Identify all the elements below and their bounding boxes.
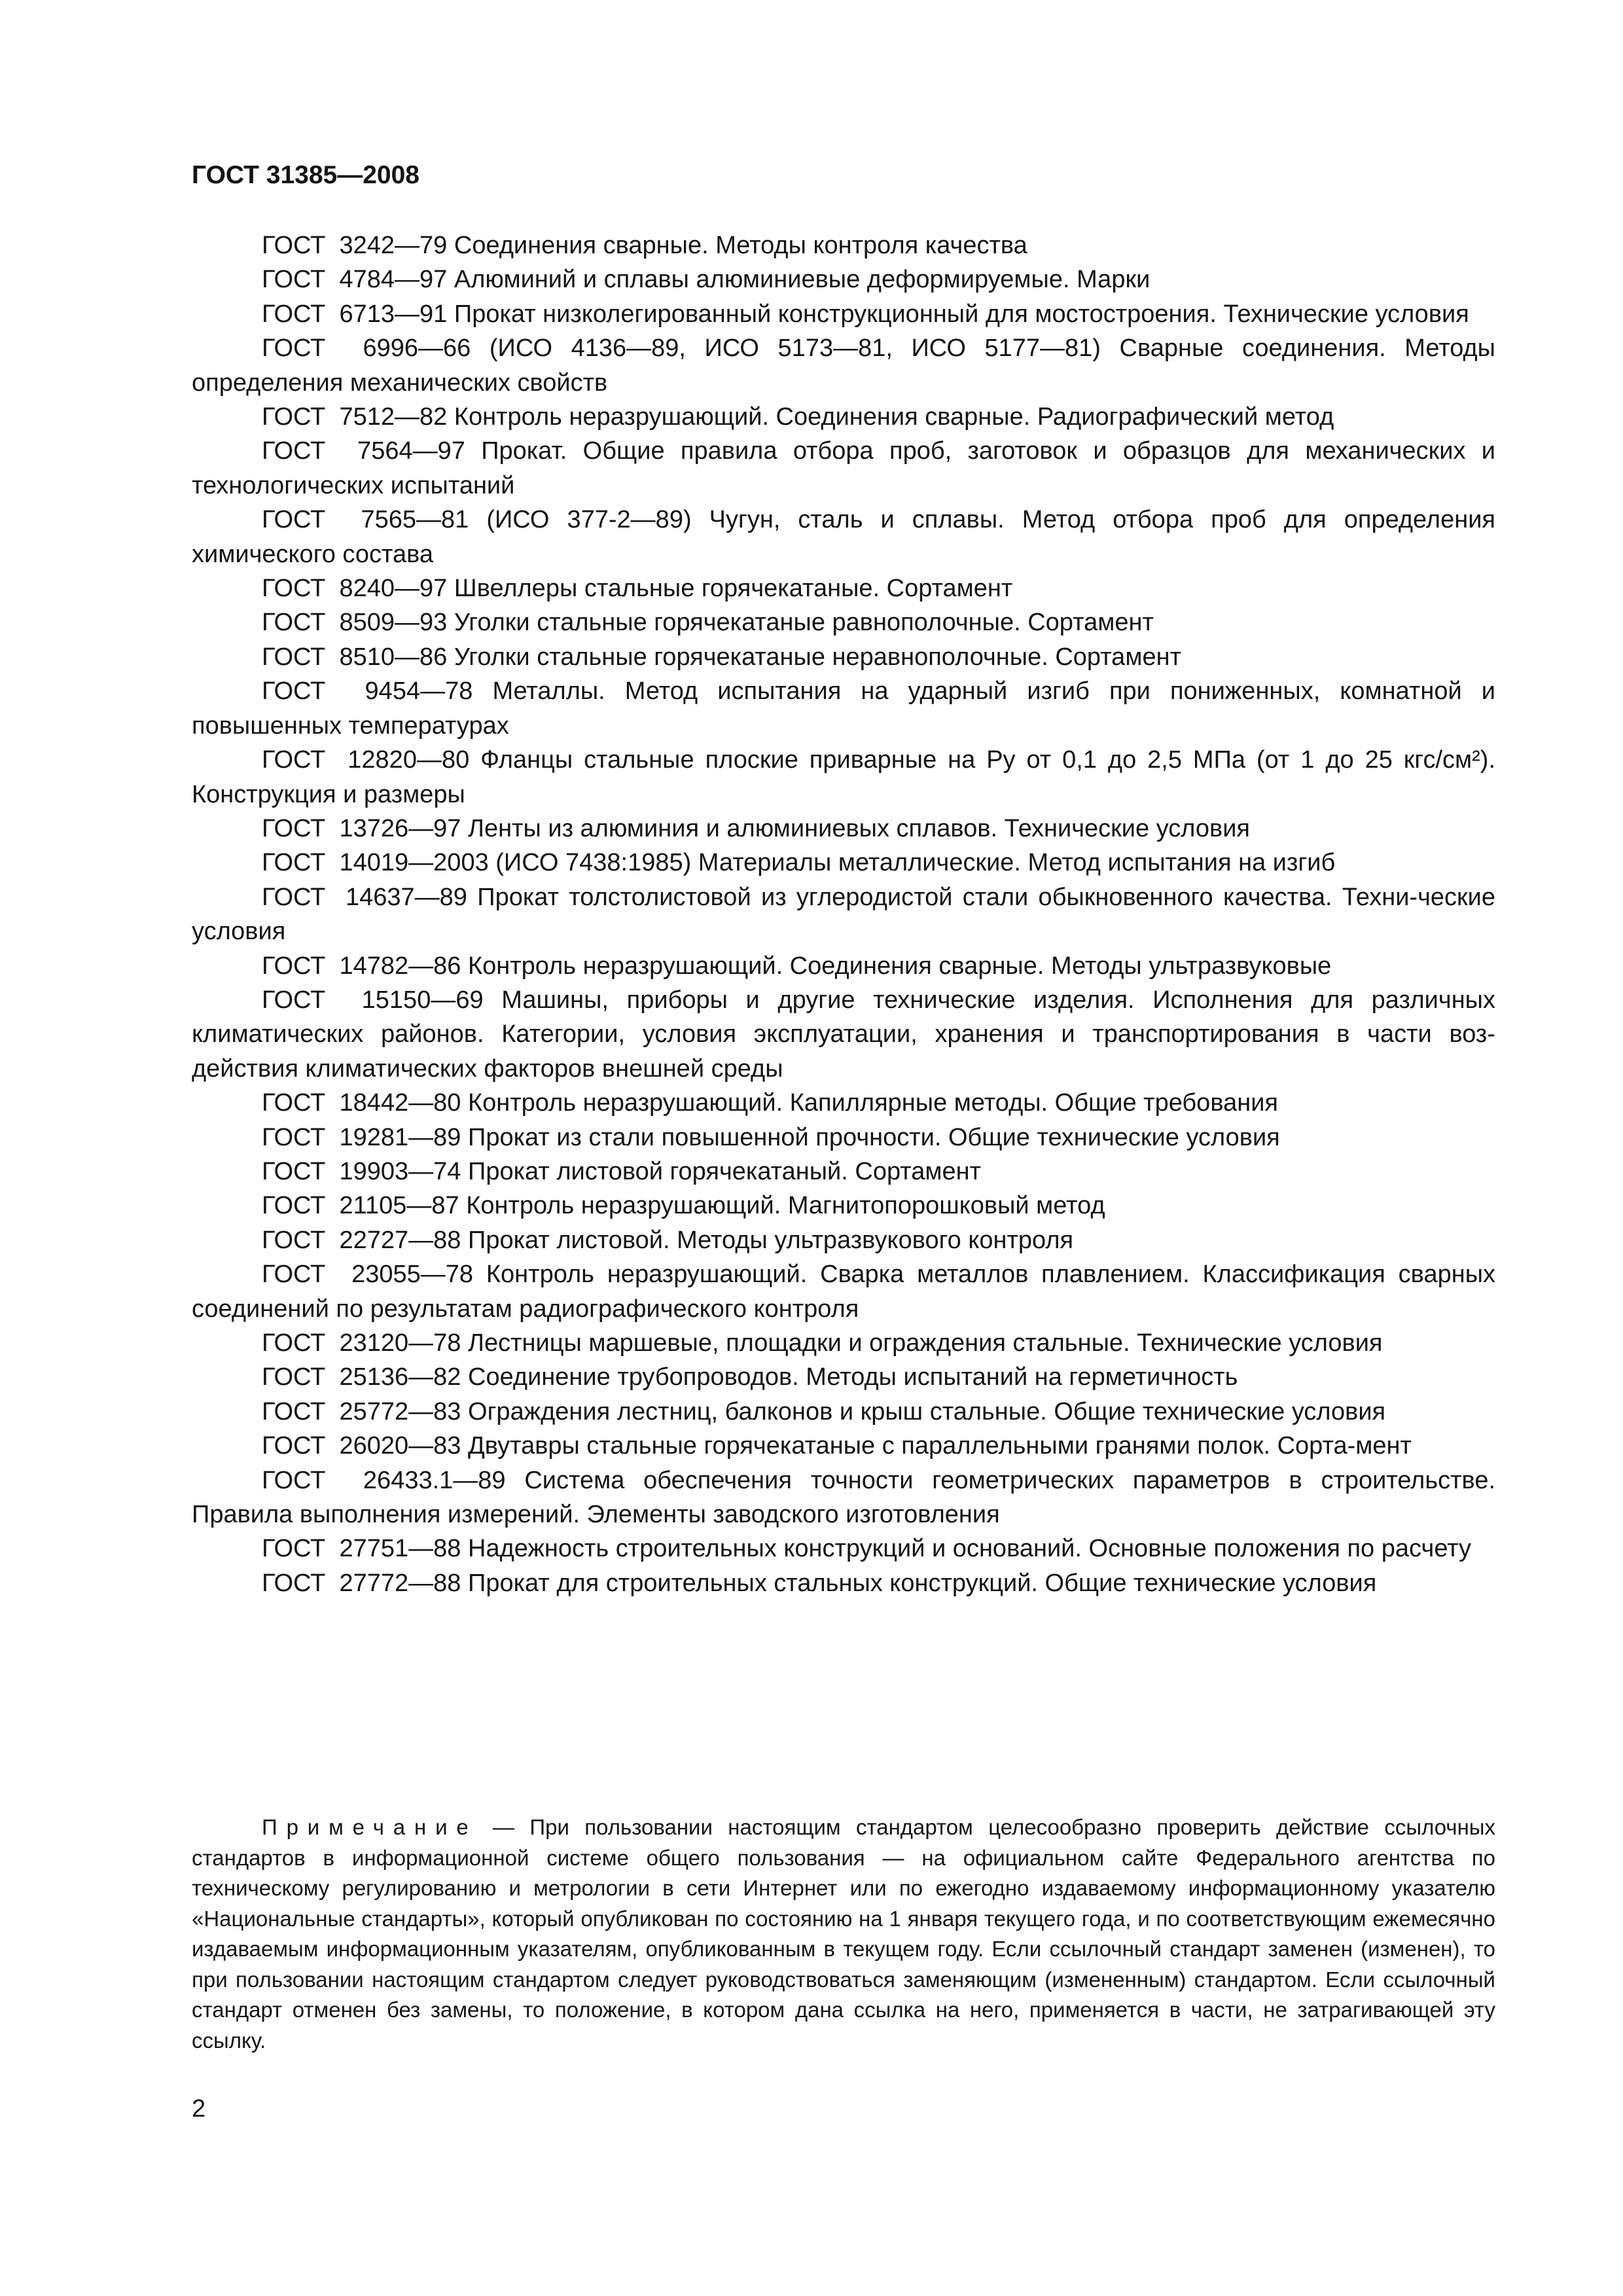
reference-title: Уголки стальные горячекатаные неравнополочные. Сортамент: [454, 643, 1181, 671]
reference-item: [192, 1463, 1495, 1532]
note-text: — При пользовании настоящим стандартом целесообразно проверить действие ссылочных стандартов в информационной системе общего пользования — на официальном сайте Федерального агентства по техническому регулированию и метрологии в сети Интернет или по ежегодно издаваемому информационному указателю «Национальные стандарты», который опубликован по состоянию на 1 января текущего года, и по соответствующим ежемесячно издаваемым информационным указателям, опубликованным в текущем году. Если ссылочный стандарт заменен (изменен), то при пользовании настоящим стандартом следует руководствоваться заменяющим (измененным) стандартом. Если ссылочный стандарт отменен без замены, то положение, в котором дана ссылка на него, применяется в части, не затрагивающей эту ссылку.: [192, 1815, 1496, 2053]
reference-item: [192, 1086, 1495, 1120]
reference-item: [192, 434, 1495, 503]
reference-code: ГОСТ 22727—88: [262, 1226, 461, 1254]
reference-code: ГОСТ 8509—93: [262, 609, 448, 637]
reference-code: ГОСТ 25136—82: [262, 1363, 461, 1391]
normative-references-list: [192, 228, 1495, 1600]
reference-code: ГОСТ 7512—82: [262, 403, 448, 431]
reference-code: ГОСТ 21105—87: [262, 1192, 459, 1220]
reference-item: [192, 503, 1495, 571]
reference-code: ГОСТ 7564—97: [262, 437, 465, 465]
reference-title: Алюминий и сплавы алюминиевые деформируемые. Марки: [454, 266, 1150, 294]
reference-title: Двутавры стальные горячекатаные с параллельными гранями полок. Сорта-мент: [468, 1432, 1412, 1460]
page-number: 2: [192, 2095, 206, 2123]
reference-title: Контроль неразрушающий. Соединения сварные. Радиографический метод: [454, 403, 1334, 431]
reference-title: Контроль неразрушающий. Соединения сварные. Методы ультразвуковые: [468, 952, 1332, 980]
reference-item: [192, 331, 1495, 400]
reference-code: ГОСТ 15150—69: [262, 986, 484, 1014]
reference-code: ГОСТ 7565—81: [262, 506, 469, 534]
reference-item: [192, 880, 1495, 949]
reference-title: Контроль неразрушающий. Сварка металлов плавлением. Классификация сварных соединений по результатам радиографического контроля: [192, 1261, 1496, 1323]
reference-code: ГОСТ 14782—86: [262, 952, 461, 980]
reference-title: (ИСО 7438:1985) Материалы металлические. Метод испытания на изгиб: [495, 849, 1336, 877]
reference-item: [192, 1566, 1495, 1600]
reference-item: [192, 1257, 1495, 1326]
reference-title: Машины, приборы и другие технические изделия. Исполнения для различных климатических районов. Категории, условия эксплуатации, хранения и транспортирования в части воз-действия климатических факторов внешней среды: [192, 986, 1495, 1083]
reference-code: ГОСТ 19281—89: [262, 1123, 461, 1151]
reference-item: [192, 400, 1495, 434]
reference-item: [192, 605, 1495, 639]
reference-code: ГОСТ 19903—74: [262, 1157, 461, 1185]
reference-title: Прокат низколегированный конструкционный для мостостроения. Технические условия: [454, 300, 1469, 328]
reference-item: [192, 571, 1495, 605]
reference-item: [192, 674, 1495, 743]
reference-code: ГОСТ 14019—2003: [262, 849, 489, 877]
note-paragraph: [192, 1812, 1495, 2056]
reference-code: ГОСТ 9454—78: [262, 677, 473, 706]
reference-item: [192, 1155, 1495, 1189]
reference-code: ГОСТ 4784—97: [262, 266, 448, 294]
note-label: Примечание: [262, 1815, 478, 1839]
reference-code: ГОСТ 23055—78: [262, 1261, 474, 1289]
reference-code: ГОСТ 13726—97: [262, 814, 461, 842]
reference-item: [192, 1532, 1495, 1566]
reference-title: (ИСО 377-2—89) Чугун, сталь и сплавы. Метод отбора проб для определения химического состава: [192, 506, 1496, 568]
reference-title: Контроль неразрушающий. Магнитопорошковый метод: [466, 1192, 1105, 1220]
reference-code: ГОСТ 25772—83: [262, 1397, 461, 1426]
reference-code: ГОСТ 8240—97: [262, 575, 448, 603]
reference-item: [192, 1360, 1495, 1394]
reference-item: [192, 1121, 1495, 1155]
reference-title: Соединение трубопроводов. Методы испытаний на герметичность: [468, 1363, 1238, 1391]
reference-code: ГОСТ 27751—88: [262, 1535, 461, 1563]
reference-item: [192, 812, 1495, 846]
reference-code: ГОСТ 27772—88: [262, 1569, 461, 1597]
reference-item: [192, 1429, 1495, 1463]
reference-title: Прокат. Общие правила отбора проб, заготовок и образцов для механических и технологических испытаний: [192, 437, 1496, 499]
reference-code: ГОСТ 12820—80: [262, 746, 470, 774]
reference-title: Фланцы стальные плоские приварные на Pу от 0,1 до 2,5 МПа (от 1 до 25 кгс/см²). Конструкция и размеры: [192, 746, 1495, 808]
reference-code: ГОСТ 26433.1—89: [262, 1466, 506, 1494]
reference-title: Уголки стальные горячекатаные равнополочные. Сортамент: [454, 609, 1154, 637]
reference-title: Металлы. Метод испытания на ударный изгиб при пониженных, комнатной и повышенных температурах: [192, 677, 1496, 740]
reference-item: [192, 846, 1495, 880]
reference-code: ГОСТ 14637—89: [262, 883, 467, 911]
reference-title: Ограждения лестниц, балконов и крыш стальные. Общие технические условия: [468, 1397, 1386, 1426]
reference-title: Прокат листовой горячекатаный. Сортамент: [468, 1157, 982, 1185]
reference-title: Швеллеры стальные горячекатаные. Сортамент: [454, 575, 1013, 603]
reference-item: [192, 1326, 1495, 1360]
document-header: ГОСТ 31385—2008: [192, 161, 419, 189]
reference-code: ГОСТ 18442—80: [262, 1089, 461, 1117]
reference-item: [192, 983, 1495, 1086]
reference-item: [192, 949, 1495, 983]
reference-title: Соединения сварные. Методы контроля качества: [454, 232, 1027, 259]
reference-code: ГОСТ 3242—79: [262, 232, 448, 259]
reference-item: [192, 1189, 1495, 1223]
reference-title: Прокат для строительных стальных конструкций. Общие технические условия: [468, 1569, 1377, 1597]
reference-code: ГОСТ 8510—86: [262, 643, 448, 671]
reference-code: ГОСТ 26020—83: [262, 1432, 461, 1460]
reference-item: [192, 297, 1495, 331]
reference-item: [192, 743, 1495, 812]
reference-item: [192, 228, 1495, 262]
reference-title: Система обеспечения точности геометрических параметров в строительстве. Правила выполнения измерений. Элементы заводского изготовления: [192, 1466, 1496, 1529]
reference-item: [192, 262, 1495, 296]
reference-code: ГОСТ 23120—78: [262, 1329, 461, 1357]
reference-code: ГОСТ 6713—91: [262, 300, 448, 328]
reference-title: Надежность строительных конструкций и оснований. Основные положения по расчету: [468, 1535, 1472, 1563]
reference-item: [192, 1395, 1495, 1429]
reference-title: Прокат толстолистовой из углеродистой стали обыкновенного качества. Техни-ческие условия: [192, 883, 1495, 946]
reference-title: (ИСО 4136—89, ИСО 5173—81, ИСО 5177—81) Сварные соединения. Методы определения механических свойств: [192, 334, 1495, 397]
reference-item: [192, 640, 1495, 674]
reference-title: Лестницы маршевые, площадки и ограждения стальные. Технические условия: [468, 1329, 1383, 1357]
reference-title: Прокат листовой. Методы ультразвукового контроля: [468, 1226, 1074, 1254]
reference-title: Прокат из стали повышенной прочности. Общие технические условия: [468, 1123, 1280, 1151]
reference-title: Ленты из алюминия и алюминиевых сплавов. Технические условия: [468, 814, 1250, 842]
reference-code: ГОСТ 6996—66: [262, 334, 471, 363]
reference-item: [192, 1223, 1495, 1257]
reference-title: Контроль неразрушающий. Капиллярные методы. Общие требования: [468, 1089, 1279, 1117]
